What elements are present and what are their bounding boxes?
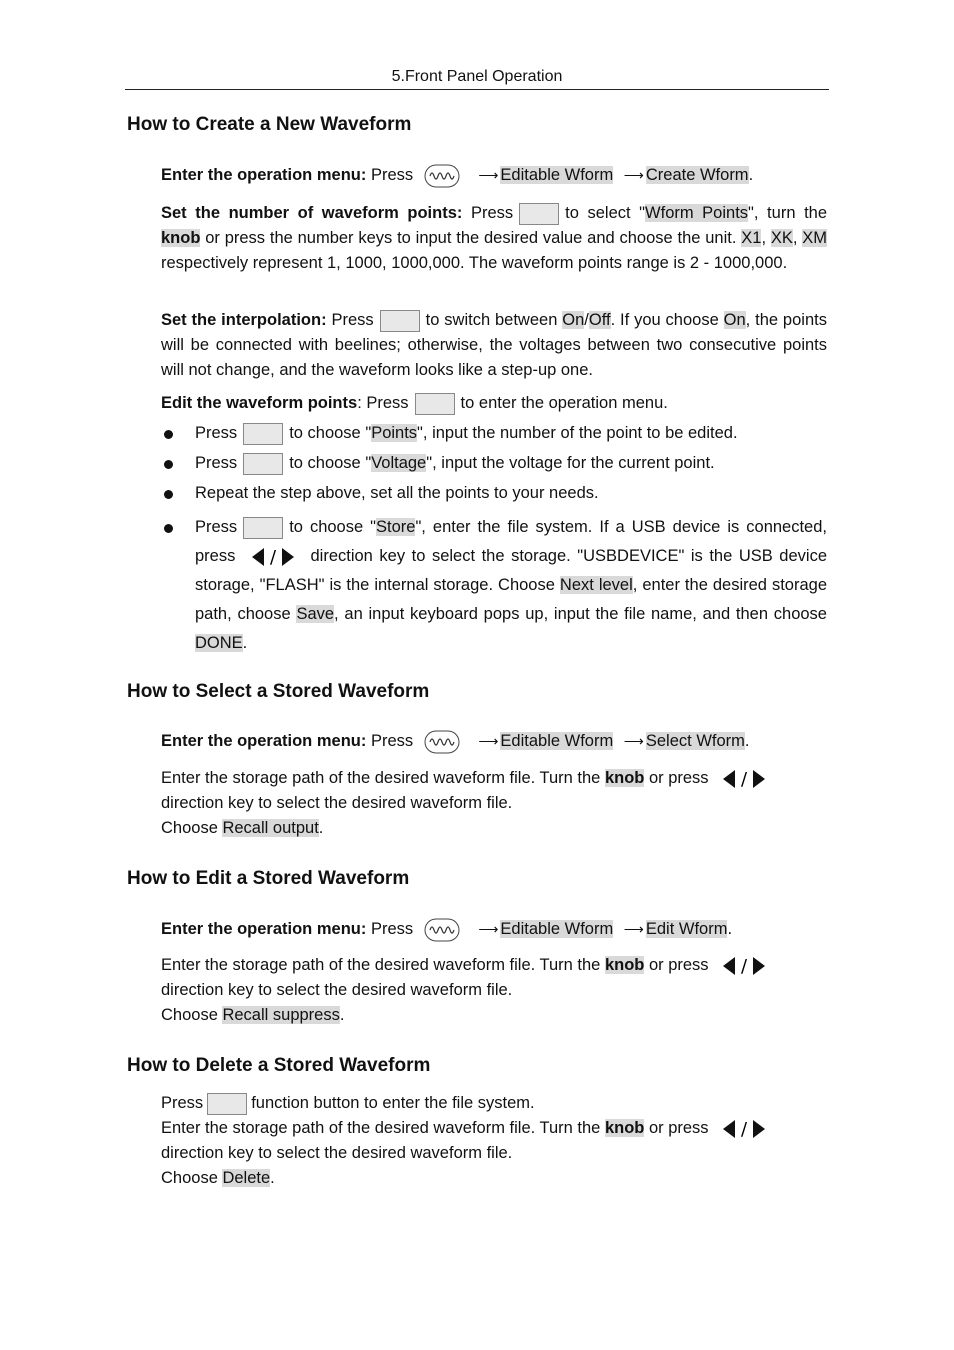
create-interp-paragraph: Set the interpolation: Press to switch between On/Off. If you choose On, the points will be connected with beelines; otherwise, the voltages between two consecutive points will not change, and the waveform looks like a step-up one. [161, 311, 827, 379]
arrow-icon: ⟶ [623, 167, 644, 183]
softkey-button[interactable] [380, 310, 420, 332]
menu-create-wform[interactable]: Create Wform [645, 166, 749, 184]
section-title-edit: How to Edit a Stored Waveform [127, 868, 410, 889]
arrow-icon: ⟶ [623, 921, 644, 937]
softkey-button[interactable] [243, 517, 283, 539]
delete-option[interactable]: Delete [222, 1169, 271, 1187]
svg-text:/: / [269, 546, 276, 568]
softkey-button[interactable] [415, 393, 455, 415]
recall-suppress-option[interactable]: Recall suppress [222, 1006, 340, 1024]
softkey-button[interactable] [519, 203, 559, 225]
edit-paragraph: Enter the storage path of the desired waveform file. Turn the knob or press / direction key to select the desired waveform file. Choose Recall suppress. [161, 953, 827, 1028]
create-points-paragraph: Set the number of waveform points: Press to select "Wform Points", turn the knob or press the number keys to input the desired value and choose the unit. X1, XK, XM respectively represent 1, 1000, 1000,000. The waveform points range is 2 - 1000,000. [161, 204, 828, 272]
left-right-direction-icon [719, 955, 769, 977]
menu-editable-wform[interactable]: Editable Wform [500, 166, 614, 184]
list-item: Press to choose "Store", enter the file system. If a USB device is connected, press / direction key to select the storage. "USBDEVICE" is the USB device storage, "FLASH" is the internal storage. Choose Next level, enter the desired storage path, choose Save, an input keyboard pops up, input the file name, and then choose DONE. [161, 513, 827, 658]
list-item: Repeat the step above, set all the points to your needs. [161, 481, 827, 513]
section-title-delete: How to Delete a Stored Waveform [127, 1055, 431, 1076]
page-header: 5.Front Panel Operation [125, 68, 829, 90]
list-item: Press to choose "Points", input the number of the point to be edited. [161, 421, 827, 451]
svg-text:/: / [741, 768, 748, 790]
waveform-button-icon[interactable] [424, 918, 460, 942]
edit-enter-menu: Enter the operation menu: Press ⟶ Editable Wform ⟶ Edit Wform. [161, 917, 827, 942]
function-button[interactable] [207, 1093, 247, 1115]
svg-text:/: / [741, 1118, 748, 1140]
arrow-icon: ⟶ [478, 167, 499, 183]
edit-steps-list [161, 421, 827, 658]
arrow-icon: ⟶ [478, 733, 499, 749]
select-enter-menu: Enter the operation menu: Press ⟶ Editable Wform ⟶ Select Wform. [161, 729, 827, 754]
menu-editable-wform[interactable]: Editable Wform [500, 732, 614, 750]
left-right-direction-icon [719, 1118, 769, 1140]
section-title-create: How to Create a New Waveform [127, 114, 412, 135]
section-title-select: How to Select a Stored Waveform [127, 681, 430, 702]
waveform-button-icon[interactable] [424, 164, 460, 188]
menu-edit-wform[interactable]: Edit Wform [645, 920, 728, 938]
left-right-direction-icon [719, 768, 769, 790]
softkey-button[interactable] [243, 453, 283, 475]
menu-select-wform[interactable]: Select Wform [645, 732, 745, 750]
create-edit-paragraph: Edit the waveform points: Press to enter the operation menu. [161, 391, 827, 416]
softkey-button[interactable] [243, 423, 283, 445]
menu-editable-wform[interactable]: Editable Wform [500, 920, 614, 938]
select-paragraph: Enter the storage path of the desired waveform file. Turn the knob or press / direction key to select the desired waveform file. Choose Recall output. [161, 766, 827, 841]
delete-paragraph: Press function button to enter the file system. Enter the storage path of the desired waveform file. Turn the knob or press / direction key to select the desired waveform file. Choose Delete. [161, 1091, 827, 1191]
create-enter-menu: Enter the operation menu: Press ⟶ Editable Wform ⟶ Create Wform. [161, 163, 827, 188]
waveform-button-icon[interactable] [424, 730, 460, 754]
svg-text:/: / [741, 955, 748, 977]
recall-output-option[interactable]: Recall output [222, 819, 319, 837]
left-right-direction-icon [248, 546, 298, 568]
arrow-icon: ⟶ [478, 921, 499, 937]
list-item: Press to choose "Voltage", input the voltage for the current point. [161, 451, 827, 481]
arrow-icon: ⟶ [623, 733, 644, 749]
